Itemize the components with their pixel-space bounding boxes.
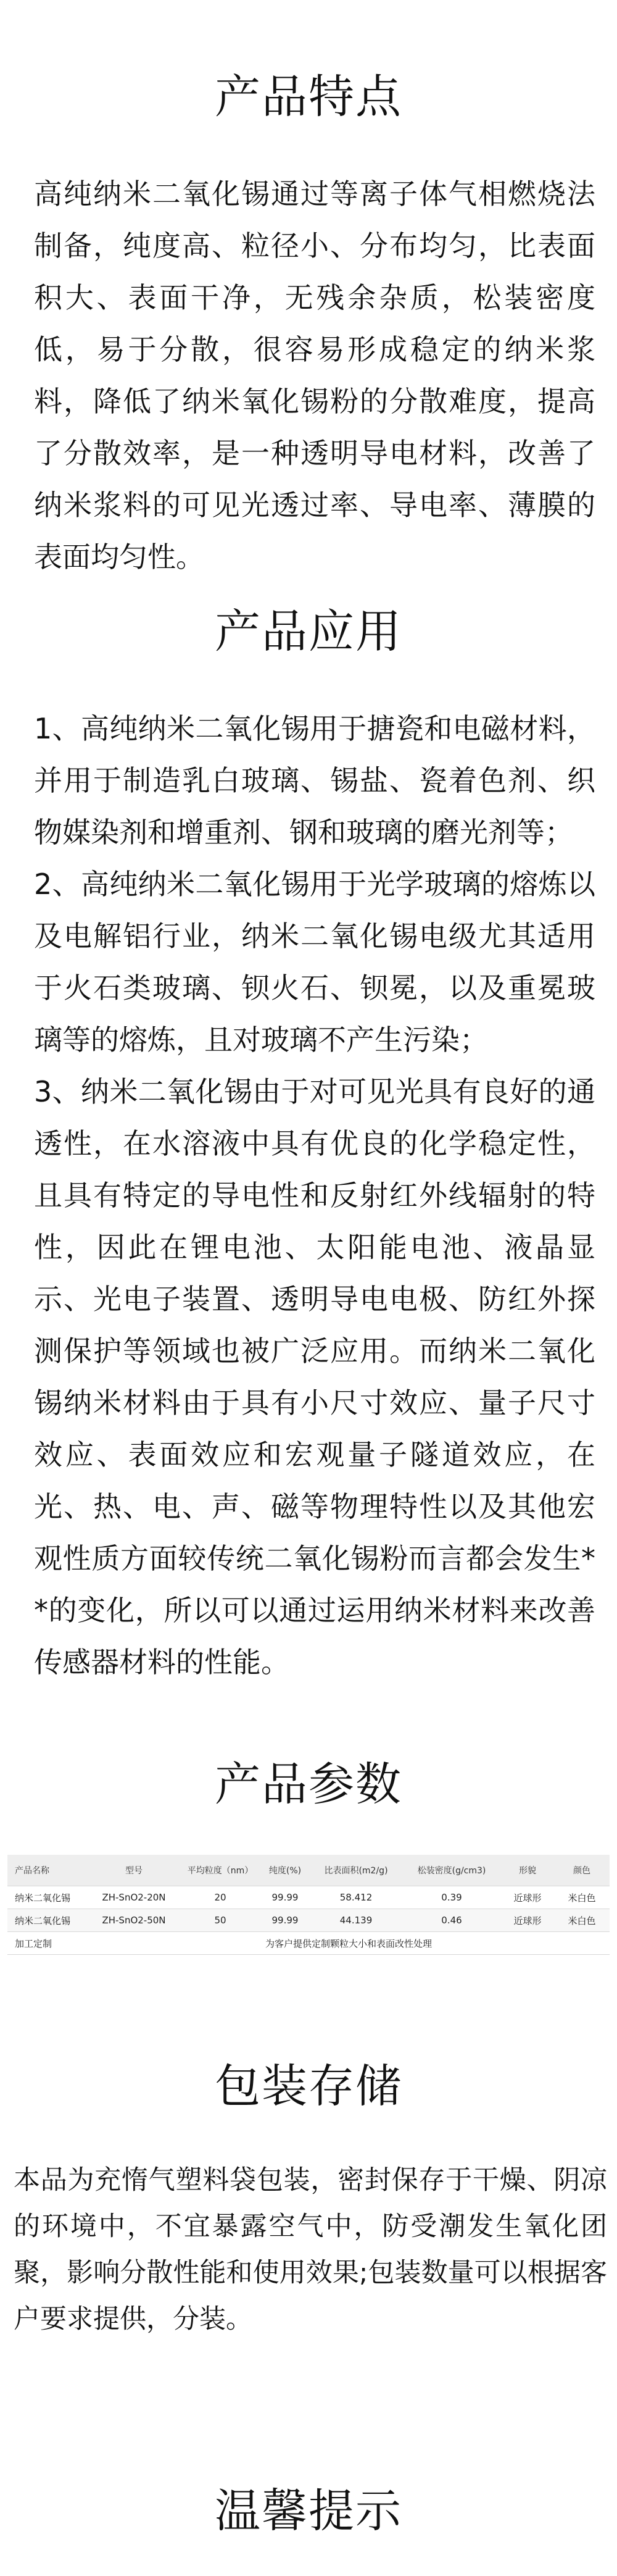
header-particle-size: 平均粒度（nm） xyxy=(180,1855,260,1886)
cell-color: 米白色 xyxy=(554,1886,610,1909)
packaging-title: 包装存储 xyxy=(215,2060,402,2113)
header-color: 颜色 xyxy=(554,1855,610,1886)
applications-list xyxy=(34,703,595,1688)
cell-particle-size: 50 xyxy=(180,1909,260,1932)
cell-model: ZH-SnO2-20N xyxy=(88,1886,180,1909)
table-row-custom xyxy=(7,1932,610,1955)
cell-surface-area: 44.139 xyxy=(310,1909,402,1932)
table-header-row xyxy=(7,1855,610,1886)
cell-bulk-density: 0.46 xyxy=(402,1909,501,1932)
table-row xyxy=(7,1886,610,1909)
packaging-paragraph: 本品为充惰气塑料袋包装，密封保存于干燥、阴凉的环境中，不宜暴露空气中，防受潮发生氧化团聚，影响分散性能和使用效果;包装数量可以根据客户要求提供，分装。 xyxy=(14,2165,607,2335)
features-title: 产品特点 xyxy=(215,70,402,123)
cell-color: 米白色 xyxy=(554,1909,610,1932)
packaging-text xyxy=(14,2157,607,2343)
cell-morphology: 近球形 xyxy=(501,1886,554,1909)
parameters-table xyxy=(7,1855,610,1955)
cell-purity: 99.99 xyxy=(260,1909,310,1932)
cell-custom-text: 为客户提供定制颗粒大小和表面改性处理 xyxy=(88,1932,610,1955)
header-product-name: 产品名称 xyxy=(7,1855,88,1886)
application-item-2: 2、高纯纳米二氧化锡用于光学玻璃的熔炼以及电解铝行业，纳米二氧化锡电级尤其适用于火石类玻璃、钡火石、钡冕，以及重冕玻璃等的熔炼，且对玻璃不产生污染； xyxy=(34,868,595,1056)
cell-morphology: 近球形 xyxy=(501,1909,554,1932)
tips-title: 温馨提示 xyxy=(215,2485,402,2538)
applications-title: 产品应用 xyxy=(215,605,402,658)
cell-custom-label: 加工定制 xyxy=(7,1932,88,1955)
application-item-3: 3、纳米二氧化锡由于对可见光具有良好的通透性，在水溶液中具有优良的化学稳定性，且具有特定的导电性和反射红外线辐射的特性，因此在锂电池、太阳能电池、液晶显示、光电子装置、透明导电电极、防红外探测保护等领域也被广泛应用。而纳米二氧化锡纳米材料由于具有小尺寸效应、量子尺寸效应、表面效应和宏观量子隧道效应，在光、热、电、声、磁等物理特性以及其他宏观性质方面较传统二氧化锡粉而言都会发生**的变化，所以可以通过运用纳米材料来改善传感器材料的性能。 xyxy=(34,1075,595,1679)
application-item-1: 1、高纯纳米二氧化锡用于搪瓷和电磁材料，并用于制造乳白玻璃、锡盐、瓷着色剂、织物媒染剂和增重剂、钢和玻璃的磨光剂等； xyxy=(34,712,595,849)
features-paragraph: 高纯纳米二氧化锡通过等离子体气相燃烧法制备，纯度高、粒径小、分布均匀，比表面积大、表面干净，无残余杂质，松装密度低，易于分散，很容易形成稳定的纳米浆料，降低了纳米氧化锡粉的分散难度，提高了分散效率，是一种透明导电材料，改善了纳米浆料的可见光透过率、导电率、薄膜的表面均匀性。 xyxy=(34,177,595,574)
features-text xyxy=(34,168,595,583)
header-bulk-density: 松装密度(g/cm3) xyxy=(402,1855,501,1886)
header-model: 型号 xyxy=(88,1855,180,1886)
cell-purity: 99.99 xyxy=(260,1886,310,1909)
cell-model: ZH-SnO2-50N xyxy=(88,1909,180,1932)
cell-surface-area: 58.412 xyxy=(310,1886,402,1909)
header-morphology: 形貌 xyxy=(501,1855,554,1886)
cell-product-name: 纳米二氧化锡 xyxy=(7,1886,88,1909)
parameters-title: 产品参数 xyxy=(215,1758,402,1811)
cell-product-name: 纳米二氧化锡 xyxy=(7,1909,88,1932)
cell-particle-size: 20 xyxy=(180,1886,260,1909)
table-row xyxy=(7,1909,610,1932)
header-purity: 纯度(%) xyxy=(260,1855,310,1886)
header-surface-area: 比表面积(m2/g) xyxy=(310,1855,402,1886)
cell-bulk-density: 0.39 xyxy=(402,1886,501,1909)
